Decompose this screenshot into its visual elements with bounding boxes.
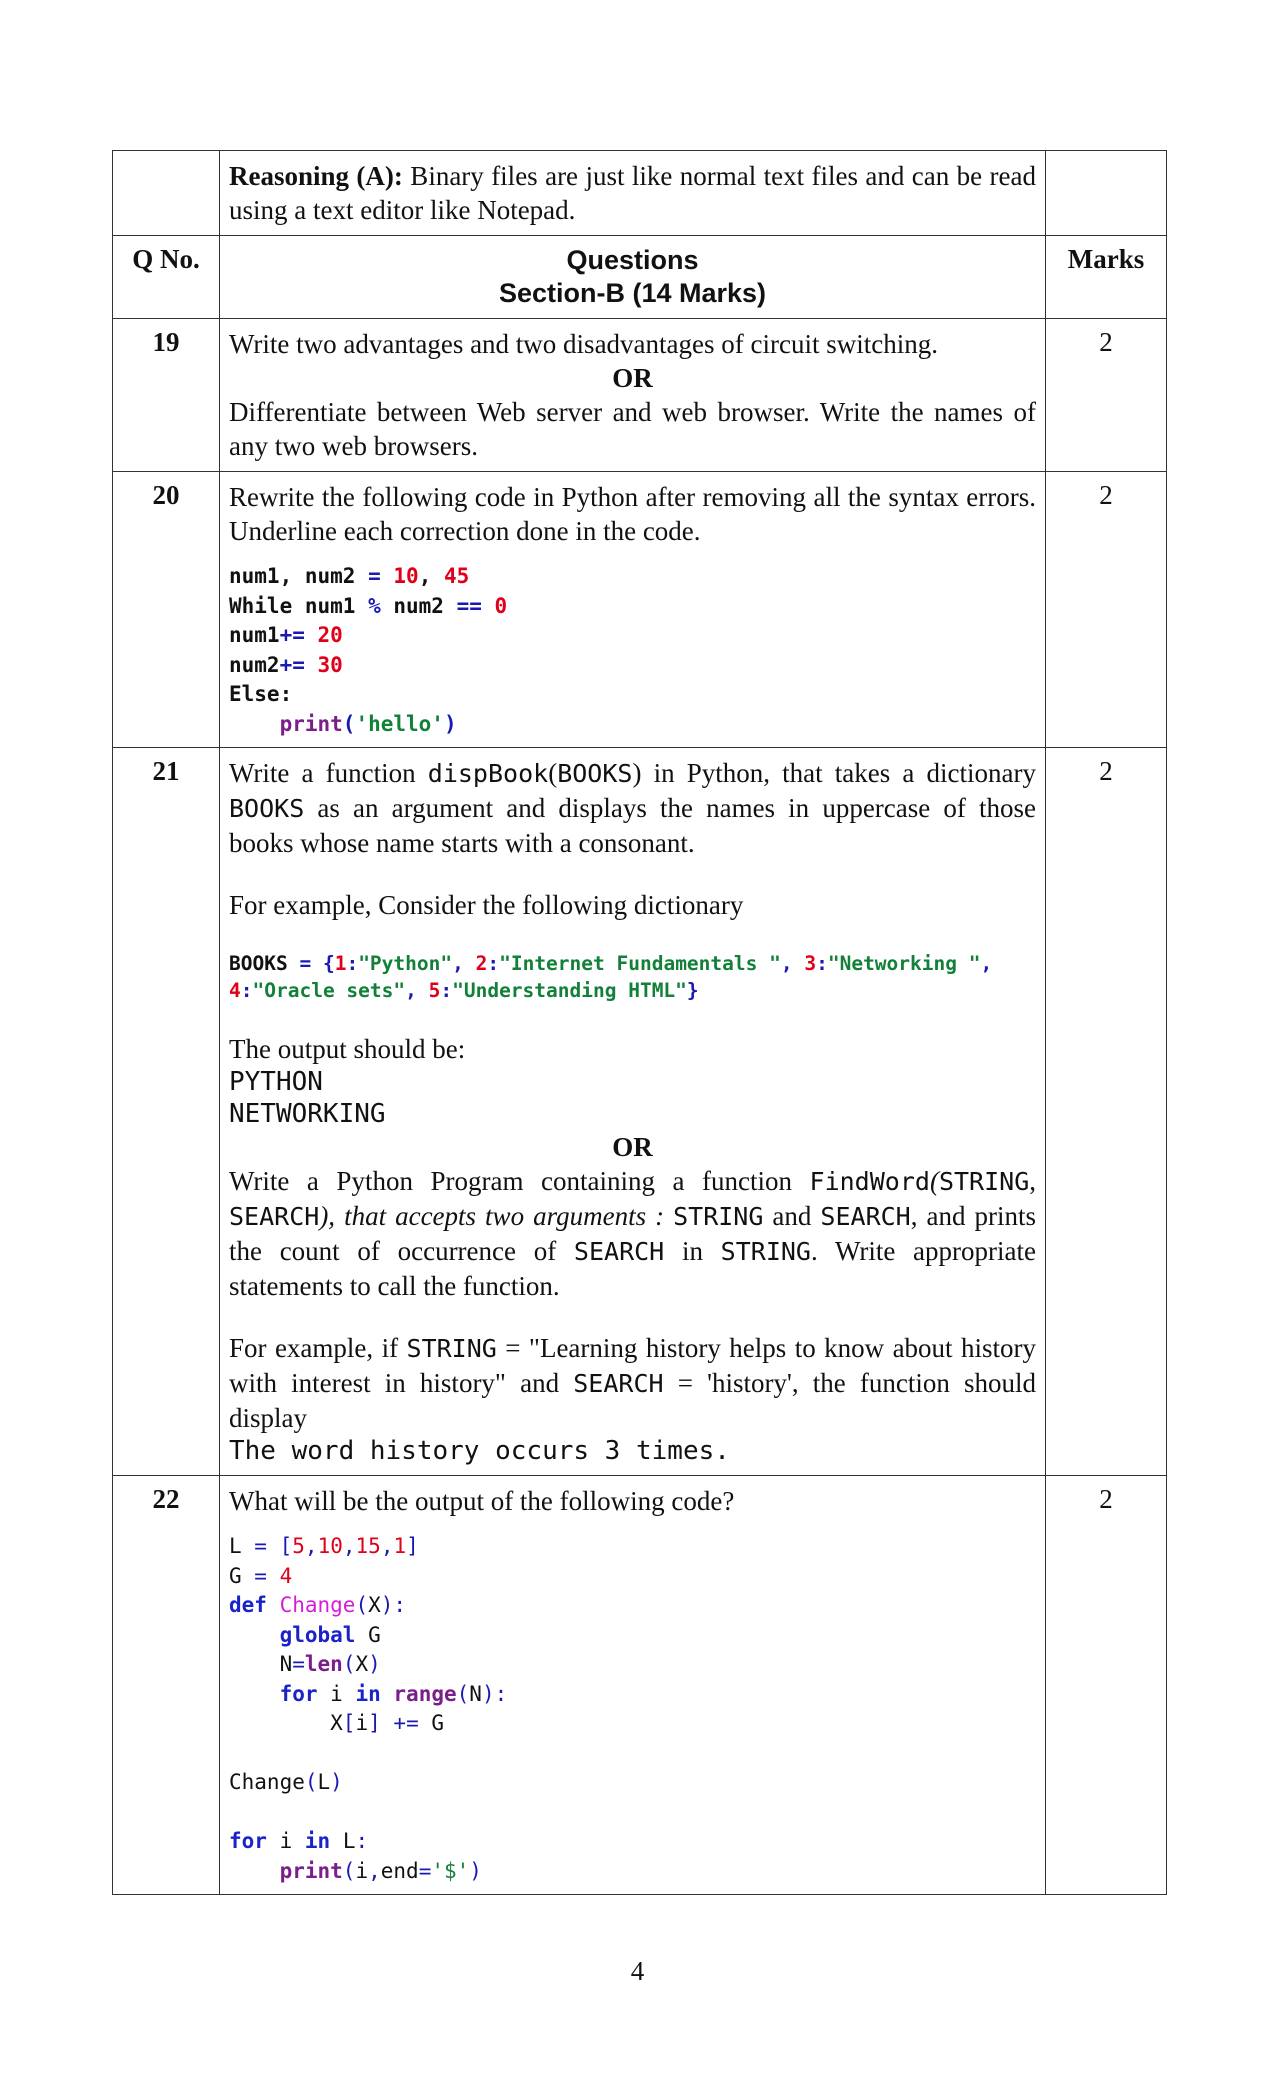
question-table [112,150,1167,1895]
q21-output-label: The output should be: [229,1034,466,1064]
reasoning-row [113,151,1167,236]
reasoning-qno-cell [113,151,220,236]
or-separator: OR [612,1132,653,1162]
header-row [113,236,1167,319]
question-number: 22 [113,1476,220,1895]
q21-expected-output: The word history occurs 3 times. [229,1436,730,1466]
header-section: Section-B (14 Marks) [498,278,767,308]
reasoning-marks-cell [1046,151,1167,236]
question-marks: 2 [1046,472,1167,748]
question-paper-sheet [112,150,1166,1895]
question-marks: 2 [1046,1476,1167,1895]
code-line: X[i] += G [229,1711,445,1735]
code-line: L = [5,10,15,1] [229,1534,419,1558]
code-line: num1+= 20 [229,623,343,647]
header-qno: Q No. [113,236,220,319]
question-number: 20 [113,472,220,748]
q21-paragraph-2: For example, Consider the following dictionary [229,890,744,920]
code-line: G = 4 [229,1563,293,1588]
reasoning-text: Binary files are just like normal text files and can be read using a text editor like Notepad. [229,161,1036,225]
header-marks: Marks [1046,236,1167,319]
question-text-cell [220,1476,1046,1895]
reasoning-text-cell [220,151,1046,236]
question-row-22 [113,1476,1167,1895]
q21-paragraph-5: For example, if STRING = "Learning history helps to know about history with interest in history" and SEARCH = 'history', the function should display [229,1333,1037,1433]
code-line: for i in L: [229,1829,369,1853]
code-line: print(i,end='$') [279,1858,482,1883]
header-questions-cell [220,236,1046,319]
or-separator: OR [612,363,653,393]
code-line: num1, num2 = 10, 45 [229,564,470,588]
q21-paragraph-4: Write a Python Program containing a function FindWord(STRING, SEARCH), that accepts two arguments : STRING and SEARCH, and prints the count of occurrence of SEARCH in STRING. Write appropriate statements to call the function. [229,1166,1036,1301]
books-dictionary-code: BOOKS = {1:"Python", 2:"Internet Fundamentals ", 3:"Networking ", 4:"Oracle sets", 5:"Understanding HTML"} [229,952,993,1002]
code-line: num2+= 30 [229,652,343,677]
question-row-21 [113,748,1167,1476]
question-number: 19 [113,319,220,472]
code-line [229,1798,1036,1828]
header-questions: Questions [566,245,699,275]
question-marks: 2 [1046,748,1167,1476]
q22-text: What will be the output of the following code? [229,1486,735,1516]
code-line: Change(L) [229,1770,343,1794]
q21-paragraph-1: Write a function dispBook(BOOKS) in Python, that takes a dictionary BOOKS as an argument and displays the names in uppercase of those books whose name starts with a consonant. [229,758,1037,858]
code-line: def Change(X): [229,1593,407,1617]
code-line: for i in range(N): [279,1681,508,1706]
code-line: While num1 % num2 == 0 [229,593,508,618]
reasoning-label: Reasoning (A): [229,161,403,191]
page-number: 4 [630,1956,645,1986]
q20-text: Rewrite the following code in Python after removing all the syntax errors. Underline each correction done in the code. [229,482,1036,546]
code-line: print('hello') [279,711,457,736]
question-text-cell [220,319,1046,472]
q19-text-1: Write two advantages and two disadvantages of circuit switching. [229,329,938,359]
q20-code-block [229,562,1036,739]
question-marks: 2 [1046,319,1167,472]
code-line [229,1739,1036,1769]
q19-text-2: Differentiate between Web server and web browser. Write the names of any two web browsers. [229,397,1036,461]
question-text-cell [220,748,1046,1476]
q21-output-line-1: PYTHON [229,1067,323,1097]
code-line: global G [279,1622,381,1647]
question-row-19 [113,319,1167,472]
code-line: Else: [229,682,293,706]
q21-output-line-2: NETWORKING [229,1099,386,1129]
question-text-cell [220,472,1046,748]
question-number: 21 [113,748,220,1476]
q22-code-block [229,1532,1036,1886]
question-row-20 [113,472,1167,748]
code-line: N=len(X) [229,1652,381,1676]
